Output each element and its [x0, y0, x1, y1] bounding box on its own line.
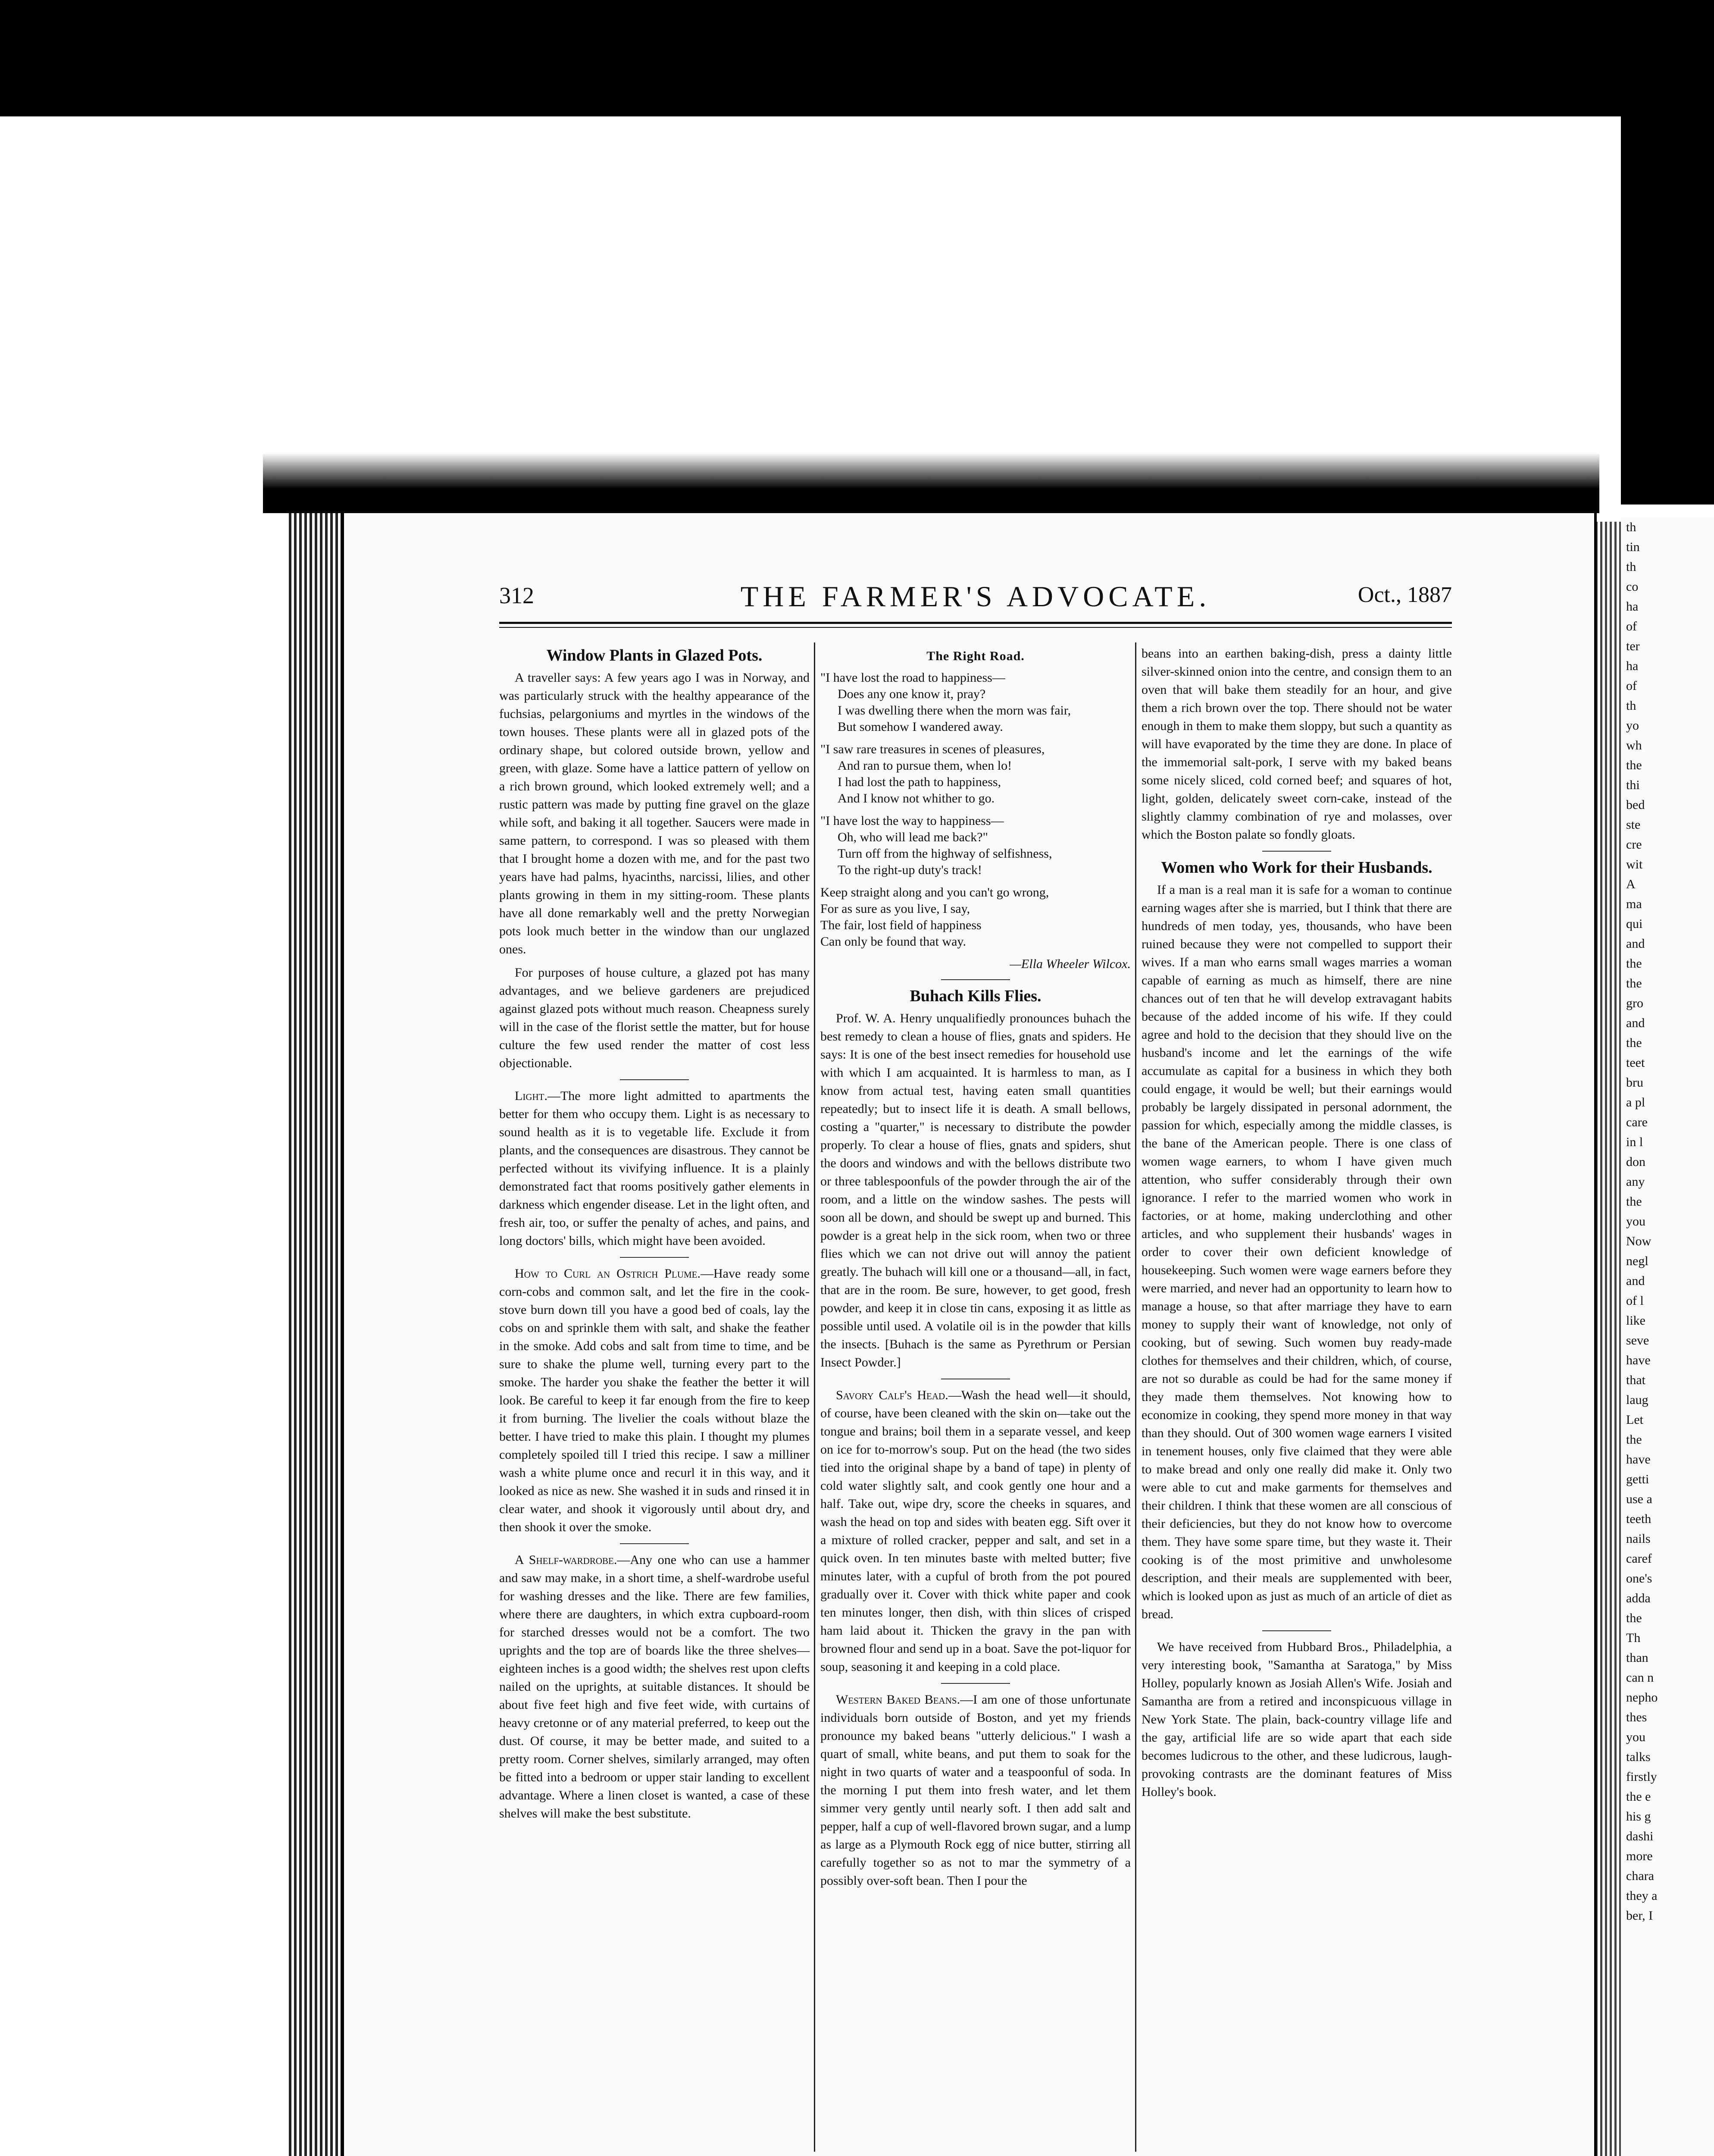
facing-page-line: don	[1626, 1155, 1645, 1169]
poem-line: I was dwelling there when the morn was fair,	[838, 703, 1071, 718]
shelf-lead: A Shelf-wardrobe.	[515, 1553, 617, 1567]
facing-page-line: they a	[1626, 1889, 1658, 1903]
facing-page-line: gro	[1626, 996, 1643, 1010]
facing-page-line: talks	[1626, 1750, 1651, 1764]
buhach-paragraph: Prof. W. A. Henry unqualifiedly pronounces buhach the best remedy to clean a house of flies, gnats and spiders. He says: It is one of the best insect remedies for household use with which I am acquainted. It is harmless to man, as I know from actual test, having eaten small quantities repeatedly; but to insect life it is death. A small bellows, costing a "quarter," is necessary to distribute the powder properly. To clear a house of flies, gnats and spiders, shut the doors and windows and with the bellows distribute two or three tablespoonfuls of the powder through the air of the room, and a little on the window sashes. The pests will soon all be down, and should be swept up and burned. This powder is a great help in the sick room, when two or three flies which we can not drive out will annoy the patient greatly. The buhach will kill one or a thousand—all, in fact, that are in the room. Be sure, however, to get good, fresh powder, and keep it in close tin cans, exposing it as little as possible until used. A volatile oil is in the powder that kills the insects. [Buhach is the same as Pyrethrum or Persian Insect Powder.]	[820, 1011, 1131, 1369]
facing-page-line: tin	[1626, 540, 1640, 554]
poem-line: I had lost the path to happiness,	[838, 775, 1001, 789]
facing-page-line: the	[1626, 1194, 1642, 1209]
facing-page-fragment	[1621, 517, 1714, 2156]
column-3	[1142, 645, 1452, 2145]
facing-page-line: wit	[1626, 857, 1643, 871]
facing-page-line: in l	[1626, 1135, 1643, 1149]
facing-page-line: his g	[1626, 1809, 1651, 1824]
facing-page-line: like	[1626, 1313, 1645, 1328]
poem-line: Keep straight along and you can't go wrong,	[820, 885, 1049, 899]
beans-paragraph	[820, 1691, 1131, 1890]
article-heading-window-plants: Window Plants in Glazed Pots.	[546, 646, 763, 664]
page-header	[499, 582, 1452, 617]
facing-page-line: Let	[1626, 1413, 1643, 1427]
facing-page-line: care	[1626, 1115, 1648, 1129]
page-number: 312	[499, 583, 534, 608]
poem-line: The fair, lost field of happiness	[820, 918, 982, 932]
facing-page-line: th	[1626, 560, 1636, 574]
column-rule-2	[1135, 642, 1136, 2152]
facing-page-line: that	[1626, 1373, 1645, 1387]
facing-page-line: nails	[1626, 1532, 1651, 1546]
facing-page-line: you	[1626, 1730, 1645, 1744]
facing-page-line: ha	[1626, 599, 1639, 614]
calf-lead: Savory Calf's Head.	[836, 1388, 948, 1402]
facing-page-line: ter	[1626, 639, 1640, 653]
header-rule	[499, 622, 1452, 624]
column-2	[820, 645, 1131, 2145]
facing-page-line: co	[1626, 580, 1639, 594]
plume-lead: How to Curl an Ostrich Plume.	[515, 1266, 701, 1281]
light-text: —The more light admitted to apartments the better for them who occupy them. Light is as necessary to sound health as it is to vegetable life. Exclude it from plants, and the consequences are disastrous. They cannot be perfected without its vivifying influence. It is a plainly demonstrated fact that rooms positively gather elements in darkness which engender disease. Let in the light often, and fresh air, too, or suffer the penalty of aches, and pains, and long doctors' bills, which might have been avoided.	[499, 1089, 810, 1248]
poem-line: Turn off from the highway of selfishness,	[838, 846, 1052, 861]
facing-page-line: adda	[1626, 1591, 1651, 1605]
facing-page-line: Now	[1626, 1234, 1651, 1248]
facing-page-line: nepho	[1626, 1690, 1658, 1705]
scan-shadow-right	[1621, 116, 1714, 505]
facing-page-line: the	[1626, 956, 1642, 971]
facing-page-line: you	[1626, 1214, 1645, 1228]
separator	[941, 1683, 1010, 1684]
book-notice-paragraph: We have received from Hubbard Bros., Philadelphia, a very interesting book, "Samantha at Saratoga," by Miss Holley, popularly known as Josiah Allen's Wife. Josiah and Samantha are from a retired and inconspicuous village in New York State. The plain, back-country village life and the gay, artificial life are so wide apart that each side becomes ludicrous to the other, and these ludicrous, laugh-provoking contrasts are the dominant features of Miss Holley's book.	[1142, 1640, 1452, 1799]
facing-page-line: the	[1626, 758, 1642, 772]
facing-page-line: the e	[1626, 1789, 1651, 1804]
facing-page-line: the	[1626, 1432, 1642, 1447]
calf-paragraph	[820, 1386, 1131, 1676]
separator	[620, 1079, 689, 1080]
facing-page-line: bed	[1626, 798, 1645, 812]
poem-line: "I have lost the way to happiness—	[820, 814, 1004, 828]
masthead-title: THE FARMER'S ADVOCATE.	[740, 580, 1211, 613]
shelf-text: —Any one who can use a hammer and saw may make, in a short time, a shelf-wardrobe useful for washing dresses and the like. There are few families, where there are daughters, in which extra cupboard-room for starched dresses would not be a comfort. The two uprights and the top are of boards like the three shelves—eighteen inches is a good width; the shelves rest upon clefts nailed on the uprights, at suitable distances. It should be about five feet high and five feet wide, with curtains of heavy cretonne or of any material preferred, to keep out the dust. Of course, it may be better made, and suited to a pretty room. Corner shelves, similarly arranged, may often be fitted into a bedroom or upper stair landing to excellent advantage. Where a linen closet is wanted, a case of these shelves will make the best substitute.	[499, 1553, 810, 1821]
facing-page-line: getti	[1626, 1472, 1649, 1486]
article-heading-buhach: Buhach Kills Flies.	[910, 987, 1042, 1005]
facing-page-line: th	[1626, 520, 1636, 534]
facing-page-line: the	[1626, 1036, 1642, 1050]
facing-page-line: firstly	[1626, 1770, 1657, 1784]
column-rule-1	[814, 642, 815, 2152]
facing-page-line: Th	[1626, 1631, 1641, 1645]
facing-page-line: wh	[1626, 738, 1642, 752]
facing-page-line: one's	[1626, 1571, 1652, 1586]
poem	[820, 670, 1131, 950]
poem-line: "I saw rare treasures in scenes of pleasures,	[820, 742, 1045, 756]
separator	[1262, 851, 1331, 852]
facing-page-line: dashi	[1626, 1829, 1654, 1843]
shelf-paragraph	[499, 1551, 810, 1823]
facing-page-line: and	[1626, 1016, 1645, 1030]
facing-page-line: ha	[1626, 659, 1639, 673]
poem-title: The Right Road.	[926, 649, 1025, 663]
facing-page-line: thi	[1626, 778, 1640, 792]
facing-page-line: and	[1626, 937, 1645, 951]
facing-page-line: caref	[1626, 1551, 1652, 1566]
poem-author: —Ella Wheeler Wilcox.	[1010, 957, 1131, 971]
window-plants-paragraph-2: For purposes of house culture, a glazed pot has many advantages, and we believe gardeners are prejudiced against glazed pots without much reason. Cheapness surely will in the case of the florist settle the matter, but for house culture the few used render the matter of cost less objectionable.	[499, 965, 810, 1070]
column-1	[499, 645, 810, 2145]
article-heading-women: Women who Work for their Husbands.	[1161, 859, 1433, 877]
page-stack-left	[289, 513, 341, 2156]
beans-text: —I am one of those unfortunate individuals born outside of Boston, and yet my friends pronounce my baked beans "utterly delicious." I wash a quart of small, white beans, and put them to soak for the night in two quarts of water and a teaspoonful of soda. In the morning I put them into fresh water, and let them simmer very gently until nearly soft. I then add salt and pepper, half a cup of well-flavored brown sugar, and a lump as large as a Plymouth Rock egg of nice butter, stirring all carefully together so as not to mar the symmetry of a possibly over-soft bean. Then I pour the	[820, 1692, 1131, 1888]
facing-page-line: A	[1626, 877, 1636, 891]
poem-line: For as sure as you live, I say,	[820, 902, 970, 916]
separator	[1262, 1630, 1331, 1631]
facing-page-line: yo	[1626, 718, 1639, 733]
facing-page-line: th	[1626, 699, 1636, 713]
facing-page-line: a pl	[1626, 1095, 1645, 1109]
beans-lead: Western Baked Beans.	[836, 1692, 960, 1707]
facing-page-line: can n	[1626, 1670, 1654, 1685]
plume-paragraph	[499, 1265, 810, 1536]
facing-page-line: have	[1626, 1353, 1651, 1367]
poem-line: But somehow I wandered away.	[838, 720, 1003, 734]
poem-line: And ran to pursue them, when lo!	[838, 758, 1012, 773]
facing-page-line: of l	[1626, 1294, 1644, 1308]
poem-line: Can only be found that way.	[820, 934, 966, 949]
calf-text: —Wash the head well—it should, of course, have been cleaned with the skin on—take out the tongue and brains; boil them in a separate vessel, and keep on ice for to-morrow's soup. Put on the head (the two sides tied into the original shape by a band of tape) in plenty of cold water slightly salt, and cook gently one hour and a half. Take out, wipe dry, score the cheeks in squares, and wash the head on top and sides with beaten egg. Sift over it a mixture of rolled cracker, pepper and salt, and set in a quick oven. In ten minutes baste with melted butter; five minutes later, with a cupful of broth from the pot poured gradually over it. Cover with thick white paper and cook ten minutes longer, then dish, with thin slices of crisped ham laid about it. Thicken the gravy in the pan with browned flour and send up in a boat. Save the pot-liquor for soup, seasoning it and keeping in a cold place.	[820, 1388, 1131, 1674]
facing-page-line: more	[1626, 1849, 1653, 1863]
poem-line: "I have lost the road to happiness—	[820, 671, 1005, 685]
facing-page-line: have	[1626, 1452, 1651, 1467]
poem-line: Oh, who will lead me back?"	[838, 830, 988, 844]
facing-page-line: use a	[1626, 1492, 1652, 1506]
women-paragraph: If a man is a real man it is safe for a woman to continue earning wages after she is married, but I think that there are hundreds of men today, yes, thousands, who have been ruined because they were not compelled to support their wives. If a man who earns small wages marries a woman capable of earning as much as himself, there are nine chances out of ten that he will develop extravagant habits because of the added income of his wife. If they could agree and hold to the decision that they should live on the husband's income and let the earnings of the wife accumulate as capital for a business in which they both could engage, it would be well; but their earnings would probably be largely dissipated in personal adornment, the passion for which, especially among the middle classes, is the bane of the American people. There is one class of women wage earners, to whom I have given much attention, who suffer considerably through their own ignorance. I refer to the married women who work in factories, or at home, making underclothing and other articles, and who supplement their husbands' wages in order to cover their own deficient knowledge of housekeeping. Such women were wage earners before they were married, and never had an opportunity to learn how to manage a house, so that after marriage they have to earn money to supply their want of knowledge, not only of cooking, but of sewing. Such women buy ready-made clothes for themselves and their children, which, of course, are not so durable as could be had for the same money if they made them themselves. Not knowing how to economize in cooking, they spend more money in that way than they should. Out of 300 women wage earners I visited in tenement houses, only five claimed that they were able to make bread and only one really did make it. Only two were able to cut and make garments for themselves and their children. I think that these women are all conscious of their deficiencies, but they do not know how to overcome them. They have some spare time, but they waste it. Their cooking is of the most primitive and unwholesome description, and their meals are supplemented with beer, which is looked upon as just as much of an article of diet as bread.	[1142, 883, 1452, 1621]
facing-page-line: cre	[1626, 837, 1642, 852]
facing-page-line: the	[1626, 976, 1642, 990]
facing-page-line: ber, I	[1626, 1908, 1653, 1923]
facing-page-line: negl	[1626, 1254, 1648, 1268]
facing-page-line: bru	[1626, 1075, 1643, 1090]
facing-page-line: teet	[1626, 1056, 1645, 1070]
facing-page-line: of	[1626, 679, 1637, 693]
facing-page-line: of	[1626, 619, 1637, 633]
light-paragraph	[499, 1087, 810, 1250]
facing-page-line: the	[1626, 1611, 1642, 1625]
facing-page-line: and	[1626, 1274, 1645, 1288]
separator	[620, 1257, 689, 1258]
separator	[620, 1543, 689, 1544]
plume-text: —Have ready some corn-cobs and common salt, and let the fire in the cook-stove burn down till you have a good bed of coals, lay the cobs on and sprinkle them with salt, and shake the feather in the smoke. Add cobs and salt from time to time, and be sure to shake the plume well, turning every part to the smoke. The harder you shake the feather the better it will look. Be careful to keep it far enough from the fire to keep it from burning. The livelier the coals without blaze the better. I have tried to make this plain. I thought my plumes completely spoiled till I tried this recipe. I saw a milliner wash a white plume once and recurl it in this way, and it looked as nice as new. She washed it in suds and rinsed it in clear water, and shook it vigorously until about dry, and then shook it over the smoke.	[499, 1266, 810, 1534]
scan-border-top	[0, 0, 1714, 116]
facing-page-line: seve	[1626, 1333, 1649, 1348]
facing-page-line: ste	[1626, 818, 1641, 832]
facing-page-line: laug	[1626, 1393, 1648, 1407]
facing-page-line: than	[1626, 1651, 1648, 1665]
facing-page-line: any	[1626, 1175, 1645, 1189]
poem-line: Does any one know it, pray?	[838, 687, 986, 701]
separator	[941, 979, 1010, 980]
header-rule-thin	[499, 627, 1452, 628]
issue-date: Oct., 1887	[1357, 583, 1452, 607]
window-plants-paragraph-1: A traveller says: A few years ago I was in Norway, and was particularly struck with the healthy appearance of the fuchsias, pelargoniums and myrtles in the windows of the town houses. These plants were all in glazed pots of the ordinary shape, but colored outside brown, yellow and green, with glaze. Some have a lattice pattern of yellow on a rich brown ground, which looked extremely well; and a rustic pattern was made by putting fine gravel on the glaze while soft, and baking it all together. Saucers were made in same pattern, to correspond. I was so pleased with them that I brought home a dozen with me, and for the past two years have had palms, hyacinths, narcissi, lilies, and other plants growing in them in my sitting-room. These plants have all done remarkably well and the pretty Norwegian pots look much better in the window than our unglazed ones.	[499, 671, 810, 956]
poem-line: To the right-up duty's track!	[838, 863, 982, 877]
book-edge-shadow	[263, 453, 1599, 513]
poem-line: And I know not whither to go.	[838, 791, 995, 805]
facing-page-line: thes	[1626, 1710, 1647, 1724]
facing-page-line: qui	[1626, 917, 1643, 931]
facing-page-line: teeth	[1626, 1512, 1651, 1526]
facing-page-line: chara	[1626, 1869, 1654, 1883]
beans-continued: beans into an earthen baking-dish, press a dainty little silver-skinned onion into the centre, and consign them to an oven that will bake them steadily for an hour, and give them a rich brown over the top. There should not be water enough in them to make them sloppy, but such a quantity as will have evaporated by the time they are done. In place of the immemorial salt-pork, I serve with my baked beans some nicely sliced, cold corned beef; and squares of hot, light, golden, delicately sweet corn-cake, instead of the slightly clammy combination of rye and molasses, over which the Boston palate so fondly gloats.	[1142, 646, 1452, 842]
facing-page-line: ma	[1626, 897, 1642, 911]
newspaper-page	[341, 513, 1597, 2156]
light-lead: Light.	[515, 1089, 547, 1103]
